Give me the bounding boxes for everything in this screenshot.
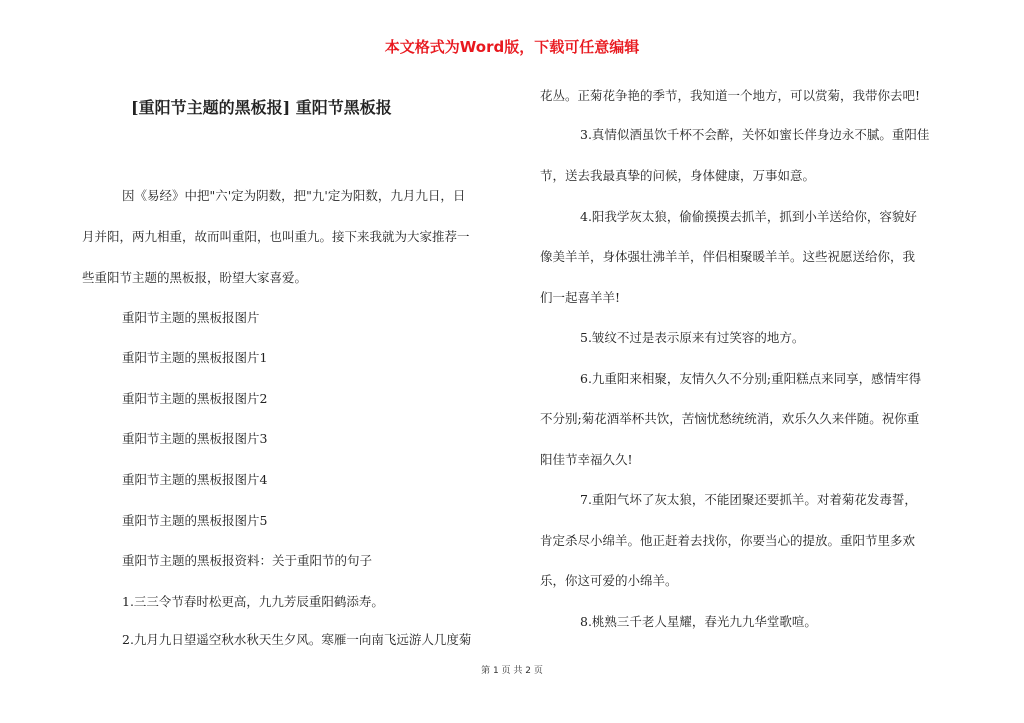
paragraph-line: 1.三三令节春时松更高，九九芳辰重阳鹤添寿。	[122, 594, 384, 609]
paragraph-line: 花丛。正菊花争艳的季节，我知道一个地方，可以赏菊，我带你去吧!	[540, 88, 921, 103]
paragraph-line: 重阳节主题的黑板报图片4	[122, 472, 268, 487]
paragraph-line: 阳佳节幸福久久!	[540, 452, 633, 467]
paragraph-line: 重阳节主题的黑板报图片1	[122, 350, 268, 365]
paragraph-line: 不分别;菊花酒举杯共饮，苦恼忧愁统统消，欢乐久久来伴随。祝你重	[540, 411, 920, 426]
paragraph-line: 4.阳我学灰太狼，偷偷摸摸去抓羊，抓到小羊送给你，容貌好	[580, 209, 917, 224]
paragraph-line: 8.桃熟三千老人星耀，春光九九华堂歌喧。	[580, 614, 817, 629]
paragraph-line: 重阳节主题的黑板报资料：关于重阳节的句子	[122, 553, 373, 568]
paragraph-line: 肯定杀尽小绵羊。他正赶着去找你，你要当心的提放。重阳节里多欢	[540, 533, 916, 548]
paragraph-line: 像美羊羊，身体强壮沸羊羊，伴侣相聚暖羊羊。这些祝愿送给你，我	[540, 249, 916, 264]
paragraph-line: 3.真情似酒虽饮千杯不会醉，关怀如蜜长伴身边永不腻。重阳佳	[580, 127, 930, 142]
paragraph-line: 乐，你这可爱的小绵羊。	[540, 573, 678, 588]
paragraph-line: 节，送去我最真挚的问候，身体健康，万事如意。	[540, 168, 816, 183]
paragraph-line: 7.重阳气坏了灰太狼，不能团聚还要抓羊。对着菊花发毒誓，	[580, 492, 917, 507]
paragraph-line: 5.皱纹不过是表示原来有过笑容的地方。	[580, 330, 805, 345]
paragraph-line: 重阳节主题的黑板报图片5	[122, 513, 268, 528]
paragraph-line: 重阳节主题的黑板报图片3	[122, 431, 268, 446]
banner-title: 本文格式为Word版，下载可任意编辑	[384, 38, 640, 56]
page-number: 第 1 页 共 2 页	[481, 666, 543, 676]
paragraph-line: 2.九月九日望遥空秋水秋天生夕风。寒雁一向南飞远游人几度菊	[122, 632, 472, 647]
paragraph-line: 因《易经》中把"六'定为阴数，把"九'定为阳数，九月九日，日	[122, 188, 466, 203]
paragraph-line: 月并阳，两九相重，故而叫重阳，也叫重九。接下来我就为大家推荐一	[82, 229, 470, 244]
paragraph-line: 些重阳节主题的黑板报，盼望大家喜爱。	[82, 270, 308, 285]
paragraph-line: 重阳节主题的黑板报图片	[122, 310, 260, 325]
document-title: [重阳节主题的黑板报] 重阳节黑板报	[131, 98, 392, 117]
paragraph-line: 重阳节主题的黑板报图片2	[122, 391, 268, 406]
paragraph-line: 6.九重阳来相聚，友情久久不分别;重阳糕点来同享，感情牢得	[580, 371, 922, 386]
paragraph-line: 们一起喜羊羊!	[540, 290, 621, 305]
